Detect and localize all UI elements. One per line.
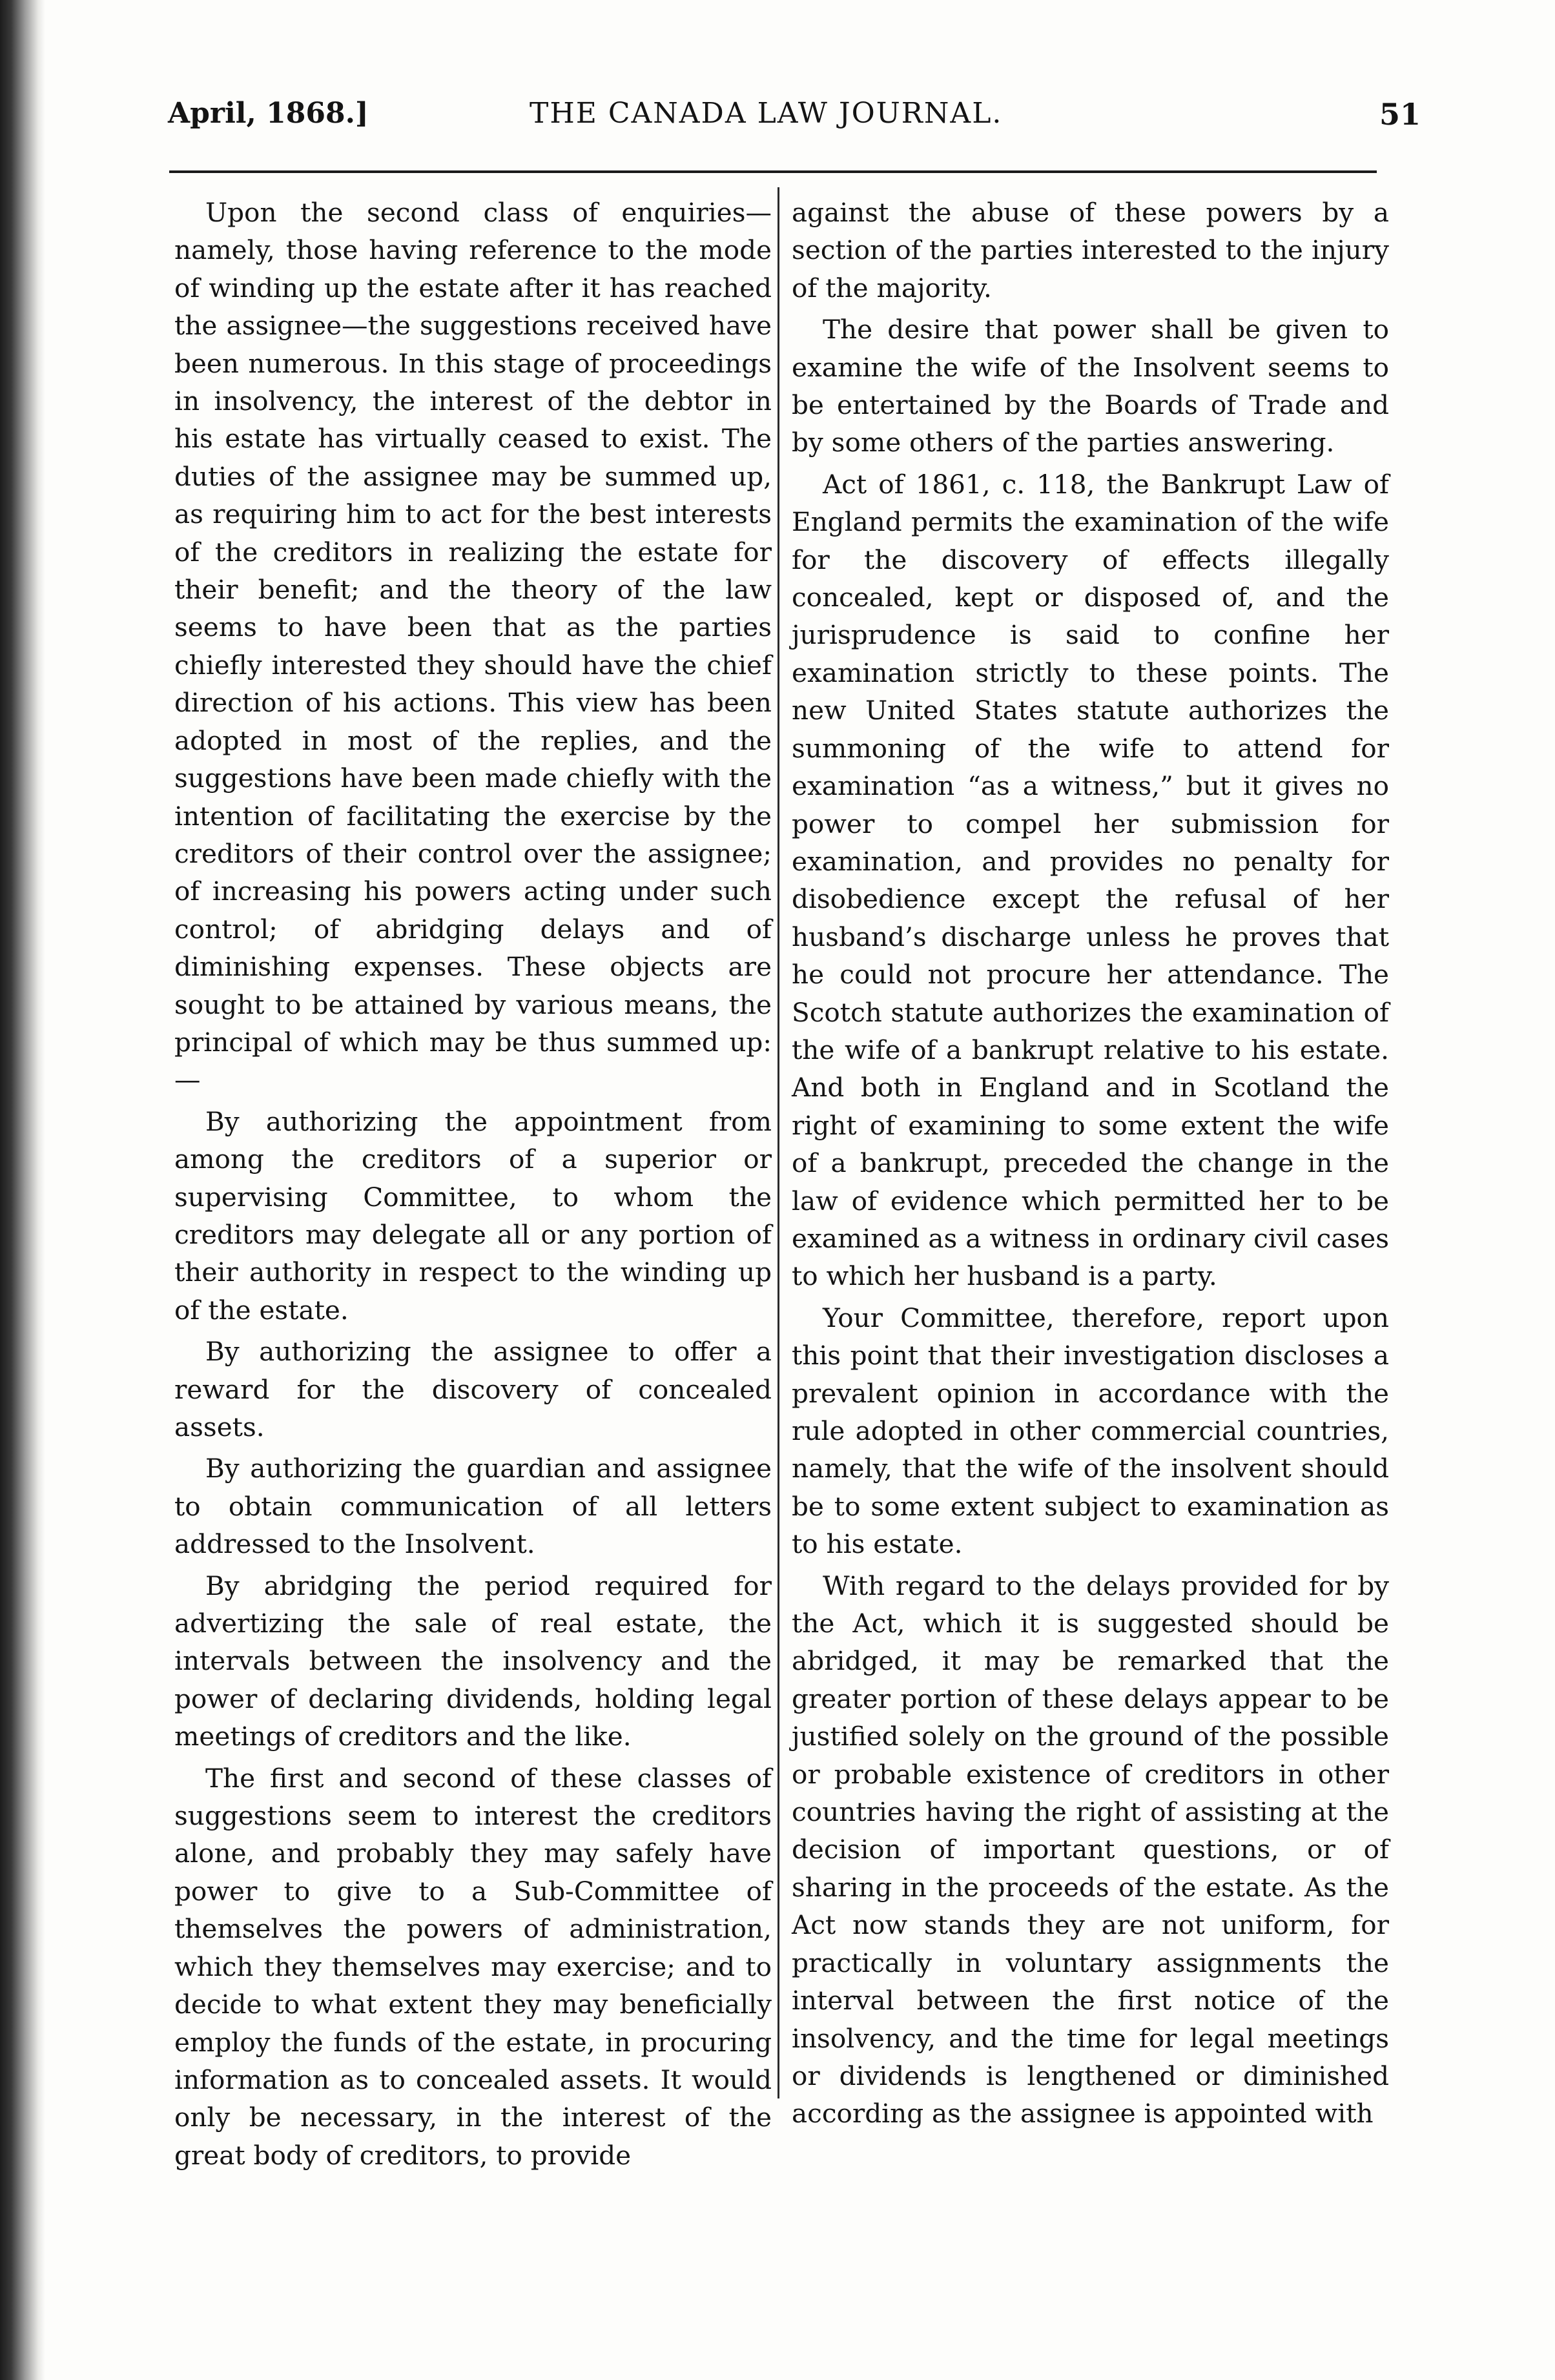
header-date: April, 1868.]: [168, 97, 369, 130]
paragraph: By authorizing the appointment from among the creditors of a superior or supervising Committee, to whom the creditors may delegate all or any portion of their authority in respect to the winding up of the estate.: [174, 1105, 772, 1326]
paragraph: Upon the second class of enquiries—namely, those having reference to the mode of winding up the estate after it has reached the assignee—the suggestions received have been numerous. In this stage of proceedings in insolvency, the interest of the debtor in his estate has virtually ceased to exist. The duties of the assignee may be summed up, as requiring him to act for the best interests of the creditors in realizing the estate for their benefit; and the theory of the law seems to have been that as the parties chiefly interested they should have the chief direction of his actions. This view has been adopted in most of the replies, and the suggestions have been made chiefly with the intention of facilitating the exercise by the creditors of their control over the assignee; of increasing his powers acting under such control; of abridging delays and of diminishing expenses. These objects are sought to be attained by various means, the principal of which may be thus summed up:—: [174, 197, 772, 1096]
paragraph: By authorizing the guardian and assignee to obtain communication of all letters addressed to the Insolvent.: [174, 1453, 772, 1560]
paragraph-continued: against the abuse of these powers by a section of the parties interested to the injury of the majority.: [792, 197, 1389, 303]
right-column: [792, 194, 1389, 2137]
paragraph: The first and second of these classes of suggestions seem to interest the creditors alone, and probably they may safely have power to give to a Sub-Committee of themselves the powers of administration, which they themselves may exercise; and to decide to what extent they may beneficially employ the funds of the estate, in procuring information as to concealed assets. It would only be necessary, in the interest of the great body of creditors, to provide: [174, 1762, 772, 2171]
paragraph: Act of 1861, c. 118, the Bankrupt Law of England permits the examination of the wife for the discovery of effects illegally concealed, kept or disposed of, and the jurisprudence is said to confine her examination strictly to these points. The new United States statute authorizes the summoning of the wife to attend for examination “as a witness,” but it gives no power to compel her submission for examination, and provides no penalty for disobedience except the refusal of her husband’s discharge unless he proves that he could not procure her attendance. The Scotch statute authorizes the examination of the wife of a bankrupt relative to his estate. And both in England and in Scotland the right of examining to some extent the wife of a bankrupt, preceded the change in the law of evidence which permitted her to be examined as a witness in ordinary civil cases to which her husband is a party.: [792, 468, 1389, 1292]
column-divider: [778, 187, 779, 2098]
paragraph: Your Committee, therefore, report upon this point that their investigation discloses a prevalent opinion in accordance with the rule adopted in other commercial countries, namely, that the wife of the insolvent should be to some extent subject to examination as to his estate.: [792, 1302, 1389, 1560]
paragraph: By authorizing the assignee to offer a reward for the discovery of concealed assets.: [174, 1336, 772, 1442]
page-number: 51: [1379, 97, 1421, 132]
header-rule: [169, 170, 1377, 173]
binding-edge: [0, 0, 45, 2380]
left-column: [174, 194, 772, 2178]
journal-title: THE CANADA LAW JOURNAL.: [530, 97, 1003, 130]
page-header: [168, 97, 1421, 155]
paragraph: By abridging the period required for advertizing the sale of real estate, the intervals between the insolvency and the power of declaring dividends, holding legal meetings of creditors and the like.: [174, 1570, 772, 1752]
paragraph: With regard to the delays provided for by the Act, which it is suggested should be abridged, it may be remarked that the greater portion of these delays appear to be justified solely on the ground of the possible or probable existence of creditors in other countries having the right of assisting at the decision of important questions, or of sharing in the proceeds of the estate. As the Act now stands they are not uniform, for practically in voluntary assignments the interval between the first notice of the insolvency, and the time for legal meetings or dividends is lengthened or diminished according as the assignee is appointed with: [792, 1570, 1389, 2129]
paragraph: The desire that power shall be given to examine the wife of the Insolvent seems to be entertained by the Boards of Trade and by some others of the parties answering.: [792, 314, 1389, 458]
